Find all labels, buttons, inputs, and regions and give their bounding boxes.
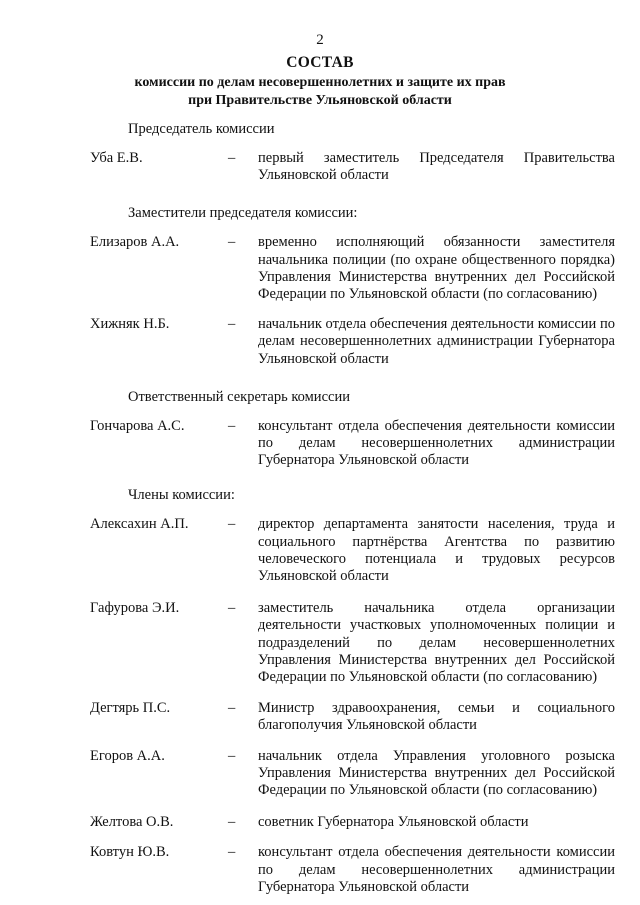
member-position: директор департамента занятости населения, труда и социального партнёрства Агентства по развитию человеческого потенциала и трудовых ресурсов Ульяновской области <box>258 516 615 585</box>
dash-separator: – <box>228 150 236 166</box>
section-heading: Ответственный секретарь комиссии <box>128 388 350 405</box>
document-subtitle-line1: комиссии по делам несовершеннолетних и защите их прав <box>134 75 506 90</box>
member-name: Желтова О.В. <box>90 814 174 831</box>
section-heading: Председатель комиссии <box>128 121 275 137</box>
dash-separator: – <box>228 814 236 831</box>
member-name: Егоров А.А. <box>90 747 165 764</box>
section-heading: Заместители председателя комиссии: <box>128 205 358 222</box>
dash-separator: – <box>228 600 236 617</box>
member-name: Гафурова Э.И. <box>90 600 180 617</box>
member-name: Алексахин А.П. <box>90 516 189 533</box>
member-position: консультант отдела обеспечения деятельности комиссии по делам несовершеннолетних администрации Губернатора Ульяновской области <box>258 417 615 469</box>
member-entry <box>0 748 640 800</box>
member-entry <box>0 418 640 470</box>
member-position: заместитель начальника отдела организации деятельности участковых уполномоченных полиции и подразделений по делам несовершеннолетних Управления Министерства внутренних дел Российской Федерации по Ульяновской области (по согласованию) <box>258 600 615 686</box>
member-position: временно исполняющий обязанности заместителя начальника полиции (по охране общественного порядка) Управления Министерства внутренних дел Российской Федерации по Ульяновской области (по согласованию) <box>258 234 615 303</box>
member-position: консультант отдела обеспечения деятельности комиссии по делам несовершеннолетних администрации Губернатора Ульяновской области <box>258 844 615 895</box>
dash-separator: – <box>228 234 236 251</box>
document-subtitle-line2: при Правительстве Ульяновской области <box>188 93 452 108</box>
member-name: Уба Е.В. <box>90 150 143 166</box>
page-number: 2 <box>316 32 324 48</box>
member-name: Гончарова А.С. <box>90 417 185 434</box>
member-name: Елизаров А.А. <box>90 234 180 251</box>
dash-separator: – <box>228 844 236 861</box>
member-entry <box>0 316 640 368</box>
member-position: начальник отдела Управления уголовного розыска Управления Министерства внутренних дел Российской Федерации по Ульяновской области (по согласованию) <box>258 747 615 799</box>
dash-separator: – <box>228 417 236 434</box>
member-position: советник Губернатора Ульяновской области <box>258 814 529 831</box>
member-position: первый заместитель Председателя Правительства Ульяновской области <box>258 150 615 184</box>
member-entry <box>0 600 640 686</box>
section-heading: Члены комиссии: <box>128 487 235 504</box>
member-entry <box>0 234 640 303</box>
document-title: СОСТАВ <box>286 54 354 71</box>
dash-separator: – <box>228 747 236 764</box>
member-entry <box>0 844 640 896</box>
member-entry <box>0 516 640 585</box>
dash-separator: – <box>228 516 236 533</box>
dash-separator: – <box>228 316 236 333</box>
member-entry <box>0 700 640 734</box>
dash-separator: – <box>228 700 236 717</box>
member-position: Министр здравоохранения, семьи и социального благополучия Ульяновской области <box>258 700 615 734</box>
member-position: начальник отдела обеспечения деятельности комиссии по делам несовершеннолетних администрации Губернатора Ульяновской области <box>258 316 615 367</box>
member-entry <box>0 150 640 184</box>
member-entry <box>0 814 640 831</box>
member-name: Хижняк Н.Б. <box>90 316 170 333</box>
member-name: Дегтярь П.С. <box>90 700 171 717</box>
commission-member-list <box>0 121 640 896</box>
member-name: Ковтун Ю.В. <box>90 844 170 861</box>
